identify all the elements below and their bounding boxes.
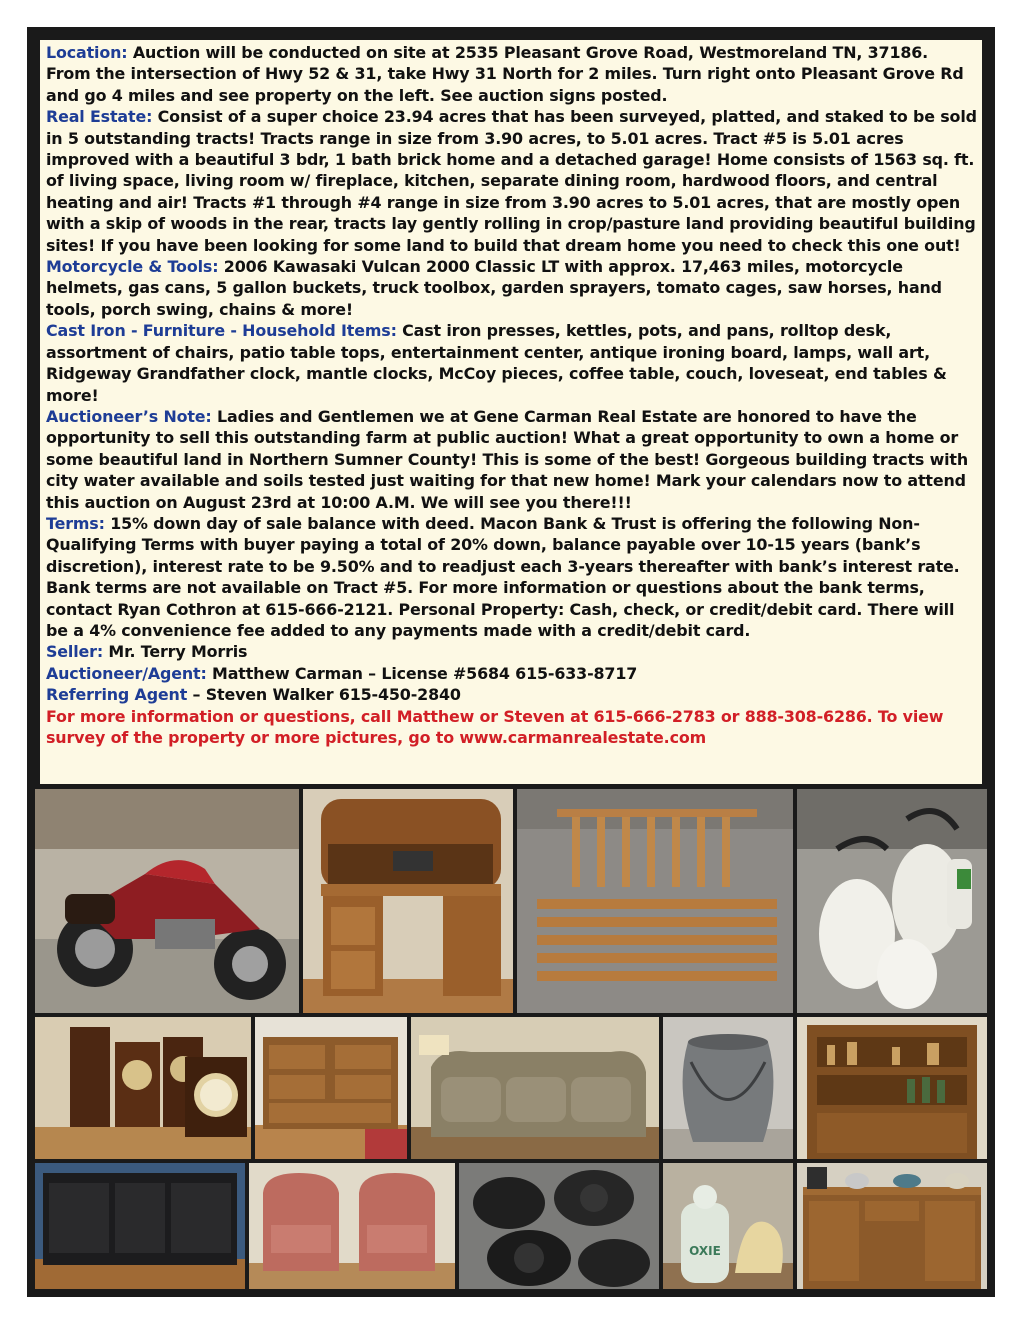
photo-motorcycle xyxy=(35,789,299,1013)
household-items-paragraph xyxy=(46,320,977,406)
motorcycle-tools-paragraph xyxy=(46,256,977,320)
location-heading: Location: xyxy=(46,43,128,62)
auctioneer-agent-text: Matthew Carman – License #5684 615-633-8717 xyxy=(206,663,638,683)
photo-porch-swing xyxy=(517,789,793,1013)
motorcycle-tools-text: 2006 Kawasaki Vulcan 2000 Classic LT with approx. 17,463 miles, motorcycle helmets, gas cans, 5 gallon buckets, truck toolbox, garden sprayers, tomato cages, saw horses, hand tools, porch swing, chains & more! xyxy=(46,257,942,319)
photo-cast-iron-kettle xyxy=(663,1017,793,1159)
photo-entertainment-center xyxy=(35,1163,245,1289)
referring-agent-text: – Steven Walker 615-450-2840 xyxy=(187,685,461,705)
household-items-heading: Cast Iron - Furniture - Household Items: xyxy=(46,321,397,341)
photo-wingback-chairs xyxy=(249,1163,455,1289)
photo-rolltop-desk xyxy=(303,789,513,1013)
auctioneer-agent-heading: Auctioneer/Agent: xyxy=(46,663,207,683)
real-estate-paragraph xyxy=(46,106,977,256)
terms-paragraph xyxy=(46,513,977,641)
photo-couch xyxy=(411,1017,659,1159)
seller-paragraph xyxy=(46,641,977,662)
auctioneer-note-text: Ladies and Gentlemen we at Gene Carman Real Estate are honored to have the opportunity to sell this outstanding farm at public auction! What a great opportunity to own a home or some beautiful land in Northern Sumner County! This is some of the best! Gorgeous building tracts with city water available and soils tested just waiting for that new home! Mark your calendars now to attend this auction on August 23rd at 10:00 A.M. We will see you there!!! xyxy=(46,406,969,512)
location-text: Auction will be conducted on site at 2535 Pleasant Grove Road, Westmoreland TN, 37186. From the intersection of Hwy 52 & 31, take Hwy 31 North for 2 miles. Turn right onto Pleasant Grove Rd and go 4 miles and see property on the left. See auction signs posted. xyxy=(46,43,964,105)
photo-cast-iron-pots xyxy=(459,1163,659,1289)
auctioneer-note-paragraph xyxy=(46,406,977,513)
real-estate-heading: Real Estate: xyxy=(46,107,153,127)
photo-hutch-top xyxy=(797,1017,987,1159)
real-estate-text: Consist of a super choice 23.94 acres that has been surveyed, platted, and staked to be sold in 5 outstanding tracts! Tracts range in size from 3.90 acres, to 5.01 acres. Tract #5 is 5.01 acres improved with a beautiful 3 bdr, 1 bath brick home and a detached garage! Home consists of 1563 sq. ft. of living space, living room w/ fireplace, kitchen, separate dining room, hardwood floors, and central heating and air! Tracts #1 through #4 range in size from 3.90 acres to 5.01 acres, that are mostly open with a skip of woods in the rear, tracts lay gently rolling in crop/pasture land providing beautiful building sites! If you have been looking for some land to build that dream home you need to check this one out! xyxy=(46,107,977,255)
cookie-jar-label: OXIE xyxy=(689,1244,721,1258)
photo-dresser xyxy=(255,1017,407,1159)
seller-text: Mr. Terry Morris xyxy=(103,642,248,662)
auctioneer-note-heading: Auctioneer’s Note: xyxy=(46,406,212,426)
photo-mccoy-cookie-jar xyxy=(663,1163,793,1289)
flyer-frame xyxy=(27,27,995,1297)
photo-desk xyxy=(797,1163,987,1289)
terms-text: 15% down day of sale balance with deed. Macon Bank & Trust is offering the following Non-Qualifying Terms with buyer paying a total of 20% down, balance payable over 10-15 years (bank’s discretion), interest rate to be 9.50% and to readjust each 3-years thereafter with bank’s interest rate. Bank terms are not available on Tract #5. For more information or questions about the bank terms, contact Ryan Cothron at 615-666-2121. Personal Property: Cash, check, or credit/debit card. There will be a 4% convenience fee added to any payments made with a credit/debit card. xyxy=(46,513,960,640)
household-items-text: Cast iron presses, kettles, pots, and pans, rolltop desk, assortment of chairs, patio table tops, entertainment center, antique ironing board, lamps, wall art, Ridgeway Grandfather clock, mantle clocks, McCoy pieces, coffee table, couch, loveseat, end tables & more! xyxy=(46,321,947,405)
contact-line: For more information or questions, call Matthew or Steven at 615-666-2783 or 888-308-6286. To view survey of the property or more pictures, go to www.carmanrealestate.com xyxy=(46,706,944,747)
auctioneer-agent-paragraph xyxy=(46,663,977,684)
referring-agent-heading: Referring Agent xyxy=(46,685,188,705)
photo-mantle-clocks xyxy=(35,1017,251,1159)
auction-details-panel xyxy=(40,40,982,784)
photo-garden-sprayers xyxy=(797,789,987,1013)
referring-agent-paragraph xyxy=(46,684,977,705)
seller-heading: Seller: xyxy=(46,642,104,662)
photo-collage xyxy=(35,789,987,1289)
location-paragraph xyxy=(46,42,977,106)
motorcycle-tools-heading: Motorcycle & Tools: xyxy=(46,257,219,277)
terms-heading: Terms: xyxy=(46,513,105,533)
